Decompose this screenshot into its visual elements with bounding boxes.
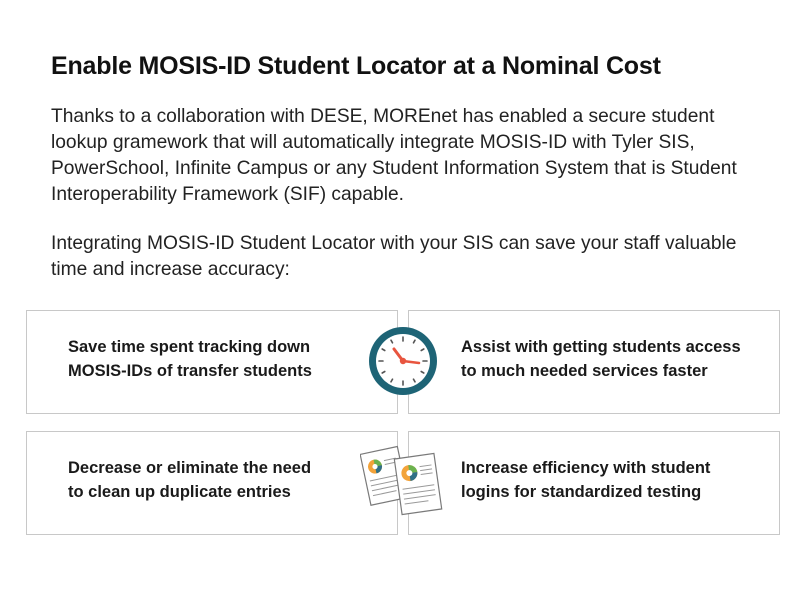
benefit-line-2: to clean up duplicate entries <box>68 483 291 501</box>
benefit-card-text <box>461 456 710 504</box>
benefit-card-duplicates <box>26 431 398 535</box>
benefits-intro-paragraph: Integrating MOSIS-ID Student Locator with your SIS can save your staff valuable time and increase accuracy: <box>51 233 737 280</box>
benefit-card-efficiency <box>408 431 780 535</box>
benefit-line-2: to much needed services faster <box>461 362 708 380</box>
clock-icon <box>367 325 439 397</box>
benefit-card-text <box>461 335 741 383</box>
benefit-line-1: Decrease or eliminate the need <box>68 459 312 477</box>
benefit-card-text <box>68 335 312 383</box>
documents-icon <box>360 440 446 522</box>
benefit-line-2: MOSIS-IDs of transfer students <box>68 362 312 380</box>
benefit-card-save-time <box>26 310 398 414</box>
benefit-line-1: Assist with getting students access <box>461 338 741 356</box>
benefit-card-text <box>68 456 311 504</box>
benefit-line-1: Increase efficiency with student <box>461 459 711 477</box>
page-title: Enable MOSIS-ID Student Locator at a Nominal Cost <box>51 52 661 80</box>
benefit-line-2: logins for standardized testing <box>461 483 702 501</box>
benefit-line-1: Save time spent tracking down <box>68 338 311 356</box>
intro-paragraph: Thanks to a collaboration with DESE, MOREnet has enabled a secure student lookup gramework that will automatically integrate MOSIS-ID with Tyler SIS, PowerSchool, Infinite Campus or any Student Information System that is Student Interoperability Framework (SIF) capable. <box>51 106 737 205</box>
benefit-card-assist-access <box>408 310 780 414</box>
